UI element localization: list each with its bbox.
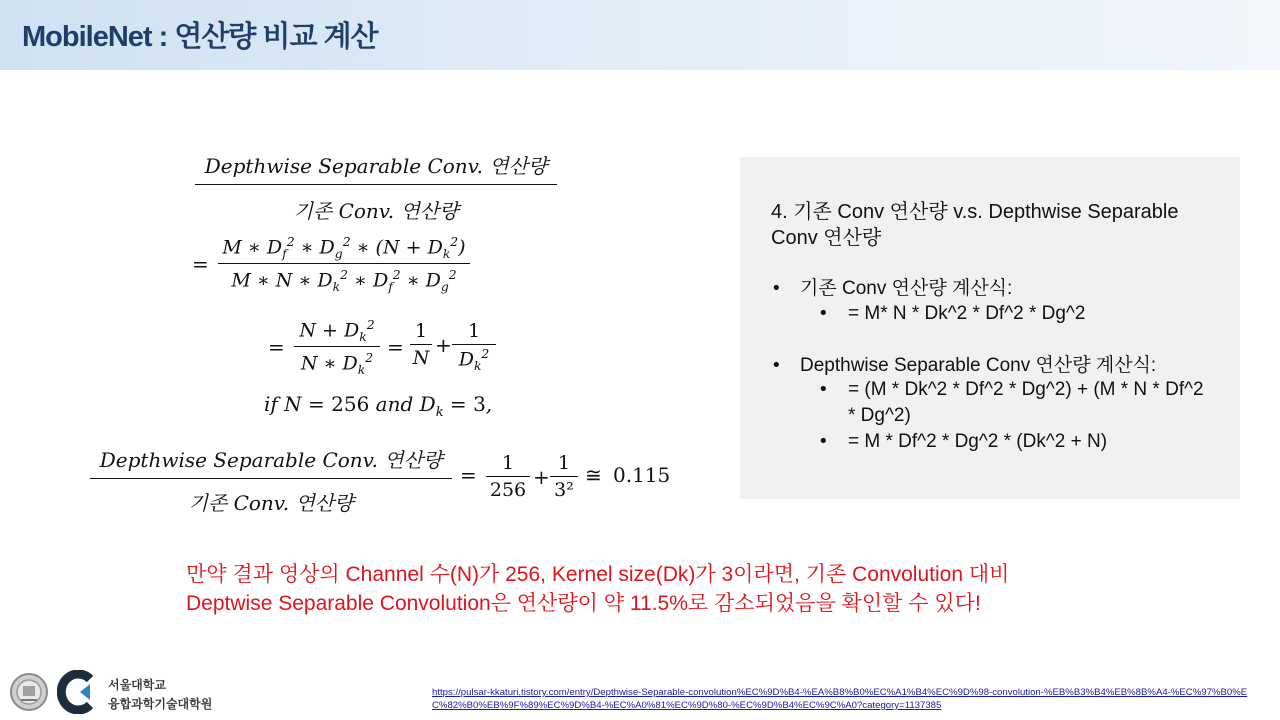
bullet: • xyxy=(818,303,829,324)
fraction-bar xyxy=(452,344,496,345)
numerator-one: 1 xyxy=(557,452,571,474)
step1-fraction xyxy=(218,235,470,294)
bullet: • xyxy=(818,379,829,400)
school-name-line2: 융합과학기술대학원 xyxy=(108,697,213,711)
reference-link[interactable]: https://pulsar-kkaturi.tistory.com/entry/Depthwise-Separable-convolution%EC%9D%B4-%EA%B8%B0%EC%A1%B4%EC%9D%98-convolution-%EB%B3%B4%EB%8B%A4-%EC%97%B0%EC%82%B0%EB%9F%89%EC%9D%B4-%EC%A0%81%EC%9D%80-%EC%9D%B4%EC%9C%A0?category=1137385 xyxy=(432,687,1248,711)
bullet: • xyxy=(771,355,782,376)
school-name xyxy=(108,676,212,714)
fraction-bar xyxy=(550,476,578,477)
denominator-dk2: $D_k^2$ xyxy=(458,347,490,374)
snu-emblem-icon xyxy=(9,672,49,712)
equals-sign: = xyxy=(268,335,285,359)
bullet-item: 기존 Conv 연산량 계산식: xyxy=(800,278,1013,299)
step1-denominator: M ∗ N ∗ $D_k^2$ ∗ $D_f^2$ ∗ $D_g^2$ xyxy=(231,268,457,295)
condition-text: if N = 256 and $D_k = 3$, xyxy=(264,392,493,420)
denominator-n: N xyxy=(412,347,430,369)
fraction-bar xyxy=(195,184,557,185)
denominator-256: 256 xyxy=(489,479,527,501)
fraction-bar xyxy=(486,476,530,477)
denominator-3-squared: 3² xyxy=(554,479,574,501)
ratio-fraction xyxy=(195,150,557,224)
ratio-numerator: Depthwise Separable Conv. 연산량 xyxy=(204,154,548,178)
bullet: • xyxy=(771,278,782,299)
slide-title: MobileNet : 연산량 비교 계산 xyxy=(22,21,378,53)
numerator-one: 1 xyxy=(414,320,428,342)
step1-numerator: M ∗ $D_f^2$ ∗ $D_g^2$ ∗ $(N + D_k^2)$ xyxy=(222,235,466,262)
gscst-logo-icon xyxy=(57,670,97,714)
step2-fraction xyxy=(294,318,380,377)
plus-sign: + xyxy=(435,333,452,357)
fraction-bar xyxy=(294,346,380,347)
bullet: • xyxy=(818,431,829,452)
fraction-bar xyxy=(90,478,452,479)
approx-sign: ≅ xyxy=(585,463,602,487)
fraction-bar xyxy=(218,263,470,264)
one-over-dk2-fraction xyxy=(452,320,496,373)
one-over-3sq-fraction xyxy=(550,452,578,501)
equals-sign: = xyxy=(387,335,404,359)
bullet-subitem: = M* N * Dk^2 * Df^2 * Dg^2 xyxy=(848,303,1086,324)
numerator-one: 1 xyxy=(501,452,515,474)
one-over-n-fraction xyxy=(410,320,432,369)
bullet-subitem: = M * Df^2 * Dg^2 * (Dk^2 + N) xyxy=(848,431,1108,452)
info-box-title: 4. 기존 Conv 연산량 v.s. Depthwise Separable Conv 연산량 xyxy=(771,201,1179,249)
one-over-256-fraction xyxy=(486,452,530,501)
school-name-line1: 서울대학교 xyxy=(108,678,166,692)
equals-sign: = xyxy=(192,252,209,276)
plus-sign: + xyxy=(533,465,550,489)
equals-sign: = xyxy=(460,463,477,487)
step2-denominator: N ∗ $D_k^2$ xyxy=(300,351,374,378)
conclusion-text: 만약 결과 영상의 Channel 수(N)가 256, Kernel size(Dk)가 3이라면, 기존 Convolution 대비 Deptwise Separable Convolution은 연산량이 약 11.5%로 감소되었음을 확인할 수 있다! xyxy=(186,563,1010,615)
ratio-denominator: 기존 Conv. 연산량 xyxy=(293,199,459,223)
final-numerator: Depthwise Separable Conv. 연산량 xyxy=(99,448,443,472)
title-bar xyxy=(0,0,1280,70)
bullet-subitem: = (M * Dk^2 * Df^2 * Dg^2) + (M * N * Df^2 * Dg^2) xyxy=(848,379,1204,426)
numerator-one: 1 xyxy=(467,320,481,342)
step2-numerator: $N + D_k^2$ xyxy=(299,318,375,345)
final-fraction xyxy=(90,444,452,516)
final-denominator: 기존 Conv. 연산량 xyxy=(188,491,354,515)
result-value: 0.115 xyxy=(613,463,671,487)
formula-info-box xyxy=(740,157,1240,499)
fraction-bar xyxy=(410,344,432,345)
bullet-item: Depthwise Separable Conv 연산량 계산식: xyxy=(800,355,1157,376)
